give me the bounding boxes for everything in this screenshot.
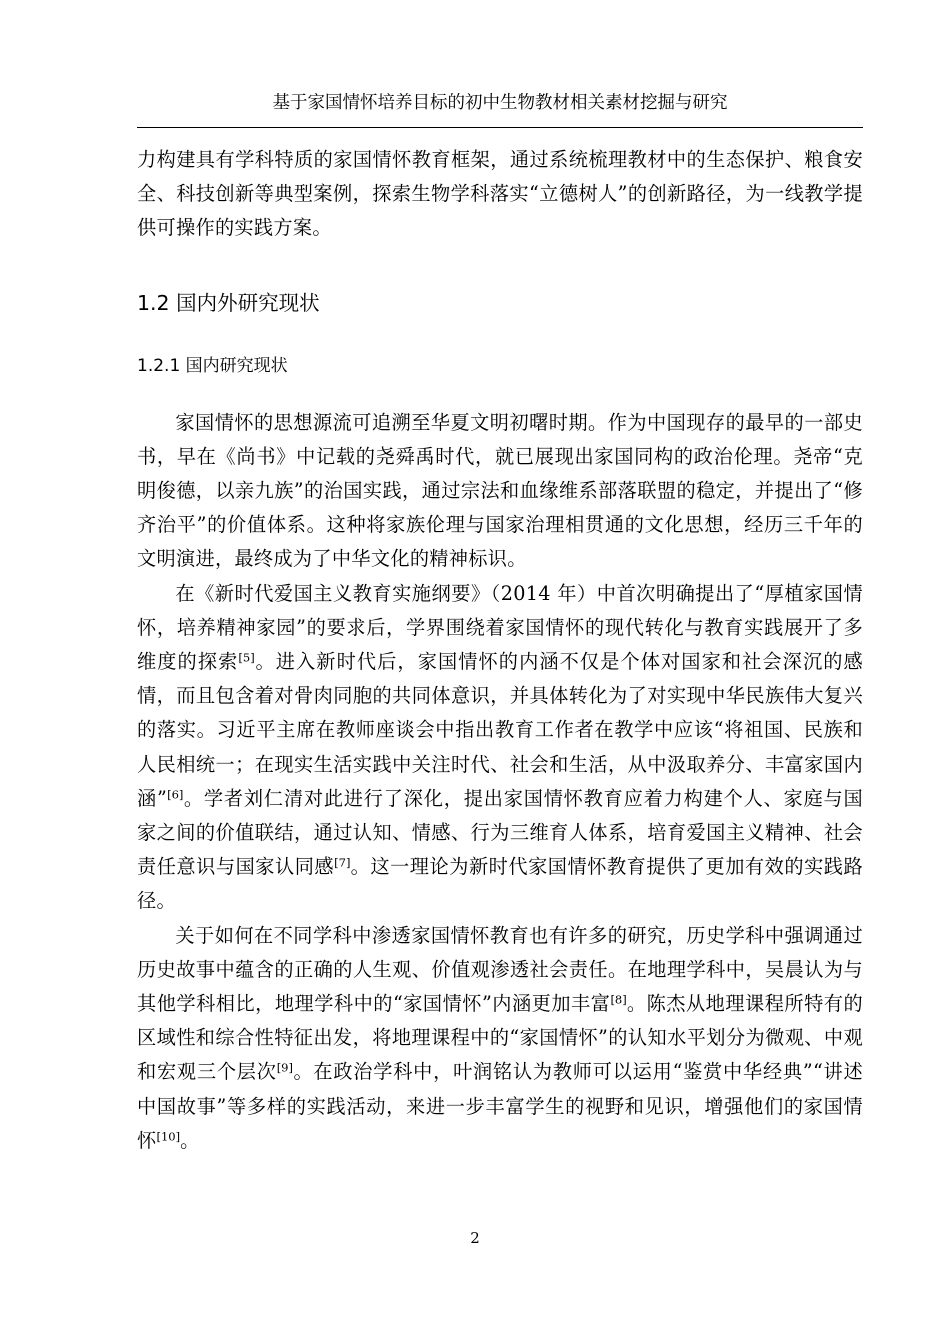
subsection-heading: 1.2.1 国内研究现状 (137, 355, 288, 376)
page-number: 2 (470, 1229, 480, 1247)
running-header-title: 基于家国情怀培养目标的初中生物教材相关素材挖掘与研究 (272, 93, 728, 113)
paragraph-text: 。学者刘仁清对此进行了深化，提出家国情怀教育应着力构建个人、家庭与国家之间的价值联结，通过认知、情感、行为三维育人体系，培育爱国主义精神、社会责任意识与国家认同感 (137, 786, 863, 879)
paragraph-text: 在《新时代爱国主义教育实施纲要》（2014 年）中首次明确提出了“厚植家国情怀，培养精神家园”的要求后，学界围绕着家国情怀的现代转化与教育实践展开了多维度的探索 (137, 581, 863, 674)
paragraph-text: 。陈杰从地理课程所特有的区域性和综合性特征出发，将地理课程中的“家国情怀”的认知水平划分为微观、中观和宏观三个层次 (137, 992, 863, 1084)
paragraph-text: 。进入新时代后，家国情怀的内涵不仅是个体对国家和社会深沉的感情，而且包含着对骨肉同胞的共同体意识，并具体转化为了对实现中华民族伟大复兴的落实。习近平主席在教师座谈会中指出教育工作者在教学中应该“将祖国、民族和人民相统一；在现实生活实践中关注时代、社会和生活，从中汲取养分、丰富家国内涵” (137, 650, 864, 810)
citation-ref: [8] (610, 992, 627, 1007)
paragraph-text: 。这一理论为新时代家国情怀教育提供了更加有效的实践路径。 (137, 855, 863, 913)
page-body (137, 143, 863, 1158)
paragraph-new-era (137, 577, 863, 919)
paragraph-origins: 家国情怀的思想源流可追溯至华夏文明初曙时期。作为中国现存的最早的一部史书，早在《尚书》中记载的尧舜禹时代，就已展现出家国同构的政治伦理。尧帝“克明俊德，以亲九族”的治国实践，通过宗法和血缘维系部落联盟的稳定，并提出了“修齐治平”的价值体系。这种将家族伦理与国家治理相贯通的文化思想，经历三千年的文明演进，最终成为了中华文化的精神标识。 (137, 410, 863, 571)
paragraph-disciplines (137, 919, 863, 1158)
paragraph-text: 。在政治学科中，叶润铭认为教师可以运用“鉴赏中华经典”“讲述中国故事”等多样的实践活动，来进一步丰富学生的视野和见识，增强他们的家国情怀 (137, 1060, 863, 1152)
citation-ref: [9] (276, 1061, 293, 1076)
heading-block (137, 246, 863, 382)
paragraph-text: 。 (180, 1128, 200, 1152)
citation-ref: [10] (156, 1129, 181, 1144)
citation-ref: [7] (334, 855, 351, 870)
citation-ref: [5] (238, 650, 255, 665)
paragraph-text: 关于如何在不同学科中渗透家国情怀教育也有许多的研究，历史学科中强调通过历史故事中蕴含的正确的人生观、价值观渗透社会责任。在地理学科中，吴晨认为与其他学科相比，地理学科中的“家国情怀”内涵更加丰富 (137, 923, 863, 1016)
citation-ref: [6] (167, 787, 184, 802)
header-rule (137, 127, 863, 128)
section-heading: 1.2 国内外研究现状 (137, 290, 320, 315)
intro-paragraph: 力构建具有学科特质的家国情怀教育框架，通过系统梳理教材中的生态保护、粮食安全、科技创新等典型案例，探索生物学科落实“立德树人”的创新路径，为一线教学提供可操作的实践方案。 (137, 148, 863, 240)
